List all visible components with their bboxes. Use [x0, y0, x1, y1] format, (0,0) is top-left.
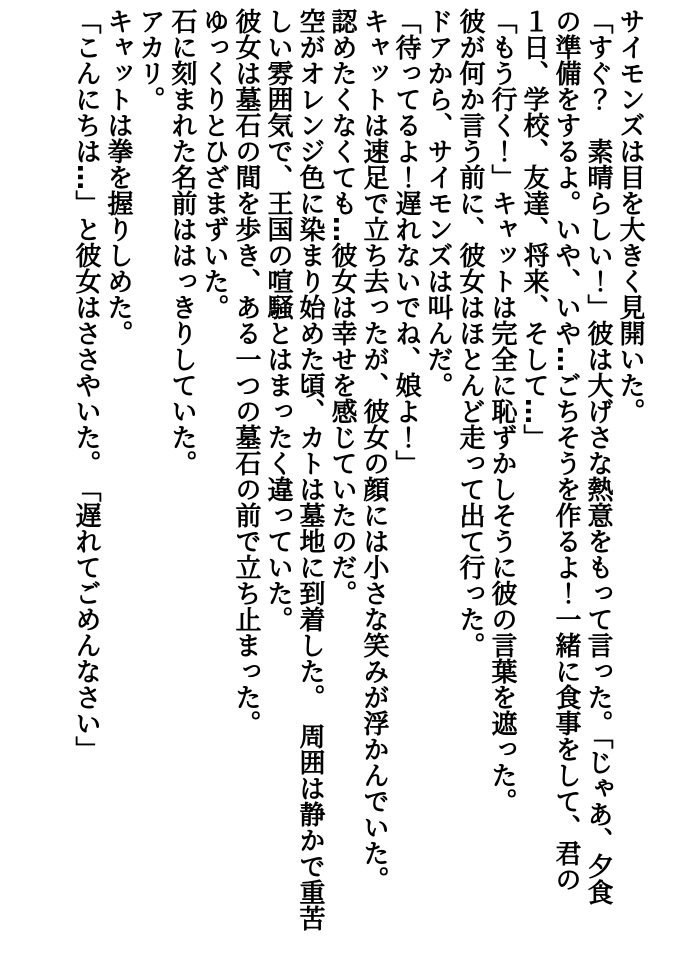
- text-column: 彼女は墓石の間を歩き、ある一つの墓石の前で立ち止まった。: [231, 8, 261, 736]
- text-column: しい雰囲気で、王国の喧騒とはまったく違っていた。: [263, 8, 293, 632]
- text-column: キャットは拳を握りしめた。: [103, 8, 133, 346]
- text-column: 石に刻まれた名前ははっきりしていた。: [167, 8, 197, 476]
- text-column: サイモンズは目を大きく見開いた。: [615, 8, 645, 424]
- text-column: ゆっくりとひざまずいた。: [199, 8, 229, 320]
- text-column: 「こんにちは…」と彼女はささやいた。 「遅れてごめんなさい」: [71, 8, 101, 762]
- text-column: 「もう行く！」キャットは完全に恥ずかしそうに彼の言葉を遮った。: [487, 8, 517, 814]
- text-column: アカリ。: [135, 8, 165, 112]
- text-column: 「待ってるよ！遅れないでね、娘よ！」: [391, 8, 421, 476]
- text-column: ドアから、サイモンズは叫んだ。: [423, 8, 453, 398]
- vertical-text-body: [56, 8, 646, 966]
- text-column: 空がオレンジ色に染まり始めた頃、カトは墓地に到着した。 周囲は静かで重苦: [295, 8, 325, 931]
- text-column: の準備をするよ。いや、いや…ごちそうを作るよ！一緒に食事をして、君の: [551, 8, 581, 892]
- text-column: １日、学校、友達、将来、そして…」: [519, 8, 549, 450]
- text-column: キャットは速足で立ち去ったが、彼女の顔には小さな笑みが浮かんでいた。: [359, 8, 389, 892]
- text-column: 「すぐ？ 素晴らしい！」彼は大げさな熱意をもって言った。「じゃあ、夕食: [583, 8, 613, 905]
- text-column: 認めたくなくても…彼女は幸せを感じていたのだ。: [327, 8, 357, 606]
- text-column: 彼が何か言う前に、彼女はほとんど走って出て行った。: [455, 8, 485, 658]
